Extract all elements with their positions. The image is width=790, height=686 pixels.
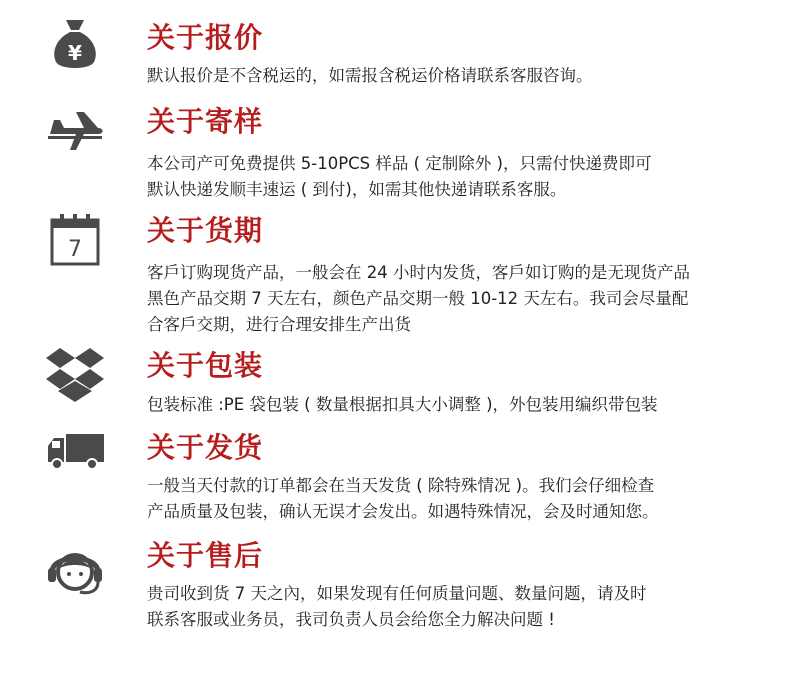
body-line: 贵司收到货 7 天之內，如果发现有任何质量问题、数量问题，请及时 (147, 584, 647, 603)
section-body (147, 473, 659, 525)
headset-agent-icon (44, 538, 106, 600)
section-title: 关于包装 (147, 349, 264, 382)
body-line: 一般当天付款的订单都会在当天发货 ( 除特殊情况 )。我们会仔细检查 (147, 476, 655, 495)
body-line: 客戶订购现货产品，一般会在 24 小时内发货，客戶如订购的是无现货产品 (147, 263, 690, 282)
section-title: 关于发货 (147, 431, 264, 464)
section-body (147, 581, 647, 633)
body-line: 联系客服或业务员，我司负责人员会给您全力解决问题 ! (147, 610, 555, 629)
truck-icon (44, 420, 106, 482)
section-title: 关于售后 (147, 539, 264, 572)
calendar-icon (44, 208, 106, 270)
body-line: 黑色产品交期 7 天左右，颜色产品交期一般 10-12 天左右。我司会尽量配 (147, 289, 689, 308)
section-title: 关于货期 (147, 214, 264, 247)
section-title: 关于寄样 (147, 105, 264, 138)
calendar-day: 7 (68, 237, 82, 262)
section-body (147, 260, 690, 338)
body-line: 包装标准 :PE 袋包装 ( 数量根据扣具大小调整 )，外包装用编织带包装 (147, 395, 658, 414)
section-body (147, 151, 652, 203)
section-body (147, 392, 658, 418)
body-line: 合客戶交期，进行合理安排生产出货 (147, 315, 411, 334)
body-line: 默认报价是不含税运的，如需报含税运价格请联系客服咨询。 (147, 66, 593, 85)
box-icon (44, 342, 106, 404)
svg-text:¥: ¥ (68, 41, 82, 65)
section-body (147, 63, 593, 89)
body-line: 本公司产可免费提供 5-10PCS 样品 ( 定制除外 )，只需付快递费即可 (147, 154, 652, 173)
airplane-icon (44, 96, 106, 158)
body-line: 产品质量及包装，确认无误才会发出。如遇特殊情况，会及时通知您。 (147, 502, 659, 521)
body-line: 默认快递发顺丰速运 ( 到付)，如需其他快递请联系客服。 (147, 180, 567, 199)
money-bag-icon (44, 12, 106, 74)
section-title: 关于报价 (147, 21, 264, 54)
